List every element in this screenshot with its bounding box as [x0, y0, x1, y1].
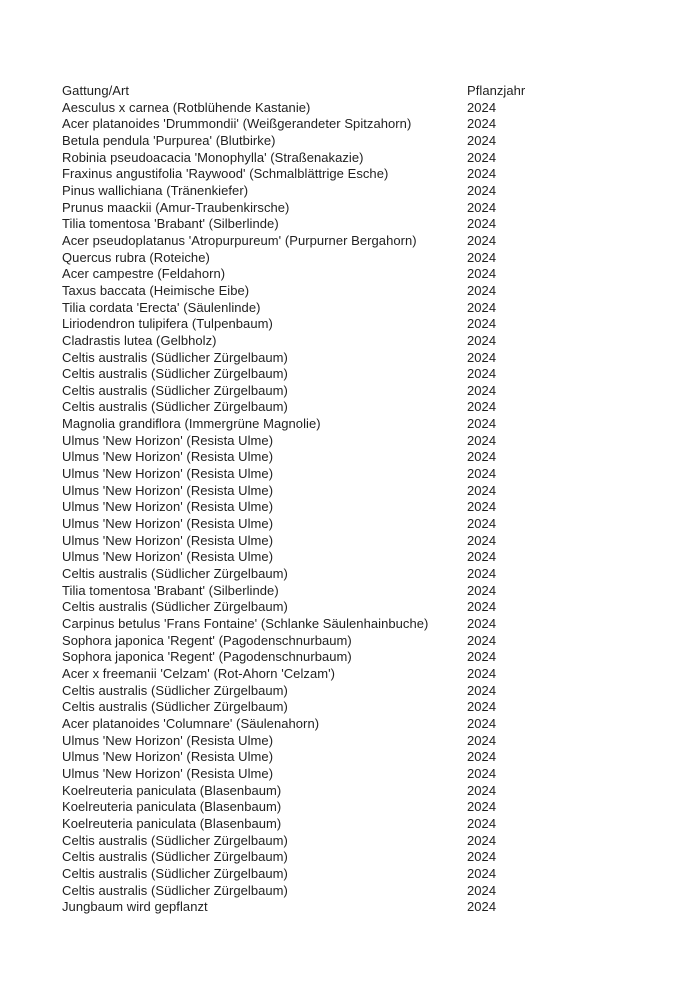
table-row [62, 333, 547, 350]
table-row [62, 266, 547, 283]
table-row [62, 300, 547, 317]
table-row [62, 116, 547, 133]
table-row [62, 683, 547, 700]
plant-name: Carpinus betulus 'Frans Fontaine' (Schlanke Säulenhainbuche) [62, 616, 429, 631]
plant-name: Tilia tomentosa 'Brabant' (Silberlinde) [62, 582, 279, 598]
table-row [62, 350, 547, 367]
planting-year: 2024 [467, 865, 497, 881]
planting-year: 2024 [467, 249, 497, 265]
table-row [62, 633, 547, 650]
table-row [62, 150, 547, 167]
plant-name: Ulmus 'New Horizon' (Resista Ulme) [62, 449, 274, 465]
plant-name: Ulmus 'New Horizon' (Resista Ulme) [62, 749, 274, 765]
planting-year: 2024 [467, 649, 497, 665]
planting-year: 2024 [467, 516, 497, 532]
planting-year: 2024 [467, 466, 497, 482]
planting-year: 2024 [467, 815, 497, 831]
planting-year: 2024 [467, 832, 497, 848]
planting-year: 2024 [467, 332, 497, 348]
planting-year: 2024 [467, 532, 497, 548]
table-row [62, 283, 547, 300]
planting-year: 2024 [467, 632, 497, 648]
table-row [62, 100, 547, 117]
plant-name: Celtis australis (Südlicher Zürgelbaum) [62, 382, 288, 398]
planting-year: 2024 [467, 216, 497, 232]
table-row [62, 849, 547, 866]
planting-year: 2024 [467, 899, 497, 915]
plant-name: Celtis australis (Südlicher Zürgelbaum) [62, 599, 288, 615]
table-row [62, 533, 547, 550]
planting-year: 2024 [467, 199, 497, 215]
table-row [62, 416, 547, 433]
plant-name: Celtis australis (Südlicher Zürgelbaum) [62, 832, 288, 848]
table-row [62, 200, 547, 217]
planting-year: 2024 [467, 732, 497, 748]
table-row [62, 883, 547, 900]
plant-name: Celtis australis (Südlicher Zürgelbaum) [62, 566, 288, 582]
planting-year: 2024 [467, 682, 497, 698]
planting-year: 2024 [467, 499, 497, 515]
plant-name: Quercus rubra (Roteiche) [62, 249, 210, 265]
plant-name: Sophora japonica 'Regent' (Pagodenschnurbaum) [62, 649, 352, 665]
table-row [62, 433, 547, 450]
planting-year: 2024 [467, 715, 497, 731]
table-row [62, 166, 547, 183]
plant-name: Prunus maackii (Amur-Traubenkirsche) [62, 199, 290, 215]
planting-year: 2024 [467, 765, 497, 781]
planting-year: 2024 [467, 849, 497, 865]
table-row [62, 766, 547, 783]
table-row [62, 783, 547, 800]
planting-year: 2024 [467, 316, 497, 332]
plant-name: Acer platanoides 'Drummondii' (Weißgerandeter Spitzahorn) [62, 116, 412, 132]
plant-name: Robinia pseudoacacia 'Monophylla' (Straßenakazie) [62, 149, 364, 165]
plant-name: Ulmus 'New Horizon' (Resista Ulme) [62, 482, 274, 498]
plant-name: Taxus baccata (Heimische Eibe) [62, 282, 250, 298]
planting-year: 2024 [467, 482, 497, 498]
planting-year: 2024 [467, 616, 497, 631]
planting-year: 2024 [467, 599, 497, 615]
planting-year: 2024 [467, 116, 497, 132]
planting-year: 2024 [467, 399, 497, 415]
table-body [62, 100, 547, 916]
planting-year: 2024 [467, 366, 497, 382]
plant-name: Celtis australis (Südlicher Zürgelbaum) [62, 849, 288, 865]
planting-year: 2024 [467, 432, 497, 448]
planting-year: 2024 [467, 882, 497, 898]
planting-year: 2024 [467, 349, 497, 365]
planting-year: 2024 [467, 582, 497, 598]
planting-year: 2024 [467, 382, 497, 398]
table-row [62, 799, 547, 816]
plant-name: Koelreuteria paniculata (Blasenbaum) [62, 782, 282, 798]
plant-name: Ulmus 'New Horizon' (Resista Ulme) [62, 516, 274, 532]
plant-name: Ulmus 'New Horizon' (Resista Ulme) [62, 549, 274, 565]
table-row [62, 549, 547, 566]
plant-name: Celtis australis (Südlicher Zürgelbaum) [62, 349, 288, 365]
table-row [62, 466, 547, 483]
planting-year: 2024 [467, 566, 497, 582]
table-row [62, 366, 547, 383]
table-row [62, 666, 547, 683]
plant-name: Jungbaum wird gepflanzt [62, 899, 208, 915]
plant-name: Ulmus 'New Horizon' (Resista Ulme) [62, 499, 274, 515]
plant-name: Tilia tomentosa 'Brabant' (Silberlinde) [62, 216, 279, 232]
table-row [62, 133, 547, 150]
column-header-gattung-art: Gattung/Art [62, 83, 130, 98]
table-row [62, 616, 547, 633]
plant-name: Sophora japonica 'Regent' (Pagodenschnurbaum) [62, 632, 352, 648]
plant-name: Betula pendula 'Purpurea' (Blutbirke) [62, 132, 276, 148]
planting-year: 2024 [467, 782, 497, 798]
planting-year: 2024 [467, 749, 497, 765]
plant-name: Ulmus 'New Horizon' (Resista Ulme) [62, 765, 274, 781]
table-row [62, 483, 547, 500]
table-row [62, 316, 547, 333]
plant-name: Celtis australis (Südlicher Zürgelbaum) [62, 882, 288, 898]
planting-year: 2024 [467, 416, 497, 432]
table-row [62, 749, 547, 766]
table-header-row [62, 83, 547, 100]
table-row [62, 499, 547, 516]
table-row [62, 699, 547, 716]
table-row [62, 516, 547, 533]
plant-table [62, 83, 547, 916]
planting-year: 2024 [467, 799, 497, 815]
plant-name: Koelreuteria paniculata (Blasenbaum) [62, 799, 282, 815]
table-row [62, 449, 547, 466]
plant-name: Acer campestre (Feldahorn) [62, 266, 226, 282]
table-row [62, 833, 547, 850]
plant-name: Koelreuteria paniculata (Blasenbaum) [62, 815, 282, 831]
planting-year: 2024 [467, 549, 497, 565]
plant-name: Celtis australis (Südlicher Zürgelbaum) [62, 399, 288, 415]
plant-name: Magnolia grandiflora (Immergrüne Magnolie) [62, 416, 321, 432]
planting-year: 2024 [467, 299, 497, 315]
plant-name: Ulmus 'New Horizon' (Resista Ulme) [62, 432, 274, 448]
plant-name: Ulmus 'New Horizon' (Resista Ulme) [62, 466, 274, 482]
table-row [62, 716, 547, 733]
planting-year: 2024 [467, 449, 497, 465]
plant-name: Pinus wallichiana (Tränenkiefer) [62, 182, 249, 198]
planting-year: 2024 [467, 149, 497, 165]
column-header-pflanzjahr: Pflanzjahr [467, 83, 526, 98]
plant-name: Celtis australis (Südlicher Zürgelbaum) [62, 366, 288, 382]
table-row [62, 216, 547, 233]
planting-year: 2024 [467, 232, 497, 248]
planting-year: 2024 [467, 699, 497, 715]
plant-name: Acer platanoides 'Columnare' (Säulenahorn) [62, 715, 320, 731]
plant-name: Celtis australis (Südlicher Zürgelbaum) [62, 865, 288, 881]
table-row [62, 233, 547, 250]
plant-name: Tilia cordata 'Erecta' (Säulenlinde) [62, 299, 261, 315]
plant-name: Aesculus x carnea (Rotblühende Kastanie) [62, 99, 311, 115]
table-row [62, 733, 547, 750]
planting-year: 2024 [467, 99, 497, 115]
plant-name: Liriodendron tulipifera (Tulpenbaum) [62, 316, 273, 332]
table-row [62, 566, 547, 583]
planting-year: 2024 [467, 182, 497, 198]
table-row [62, 383, 547, 400]
plant-name: Celtis australis (Südlicher Zürgelbaum) [62, 682, 288, 698]
table-row [62, 399, 547, 416]
planting-year: 2024 [467, 282, 497, 298]
planting-year: 2024 [467, 266, 497, 282]
plant-name: Acer x freemanii 'Celzam' (Rot-Ahorn 'Celzam') [62, 665, 336, 681]
table-row [62, 649, 547, 666]
table-row [62, 599, 547, 616]
plant-name: Celtis australis (Südlicher Zürgelbaum) [62, 699, 288, 715]
table-row [62, 816, 547, 833]
plant-name: Cladrastis lutea (Gelbholz) [62, 332, 217, 348]
table-row [62, 899, 547, 916]
plant-name: Acer pseudoplatanus 'Atropurpureum' (Purpurner Bergahorn) [62, 232, 417, 248]
table-row [62, 250, 547, 267]
plant-name: Fraxinus angustifolia 'Raywood' (Schmalblättrige Esche) [62, 166, 389, 182]
table-row [62, 583, 547, 600]
planting-year: 2024 [467, 665, 497, 681]
table-row [62, 183, 547, 200]
plant-name: Ulmus 'New Horizon' (Resista Ulme) [62, 532, 274, 548]
planting-year: 2024 [467, 132, 497, 148]
planting-year: 2024 [467, 166, 497, 182]
table-row [62, 866, 547, 883]
plant-name: Ulmus 'New Horizon' (Resista Ulme) [62, 732, 274, 748]
